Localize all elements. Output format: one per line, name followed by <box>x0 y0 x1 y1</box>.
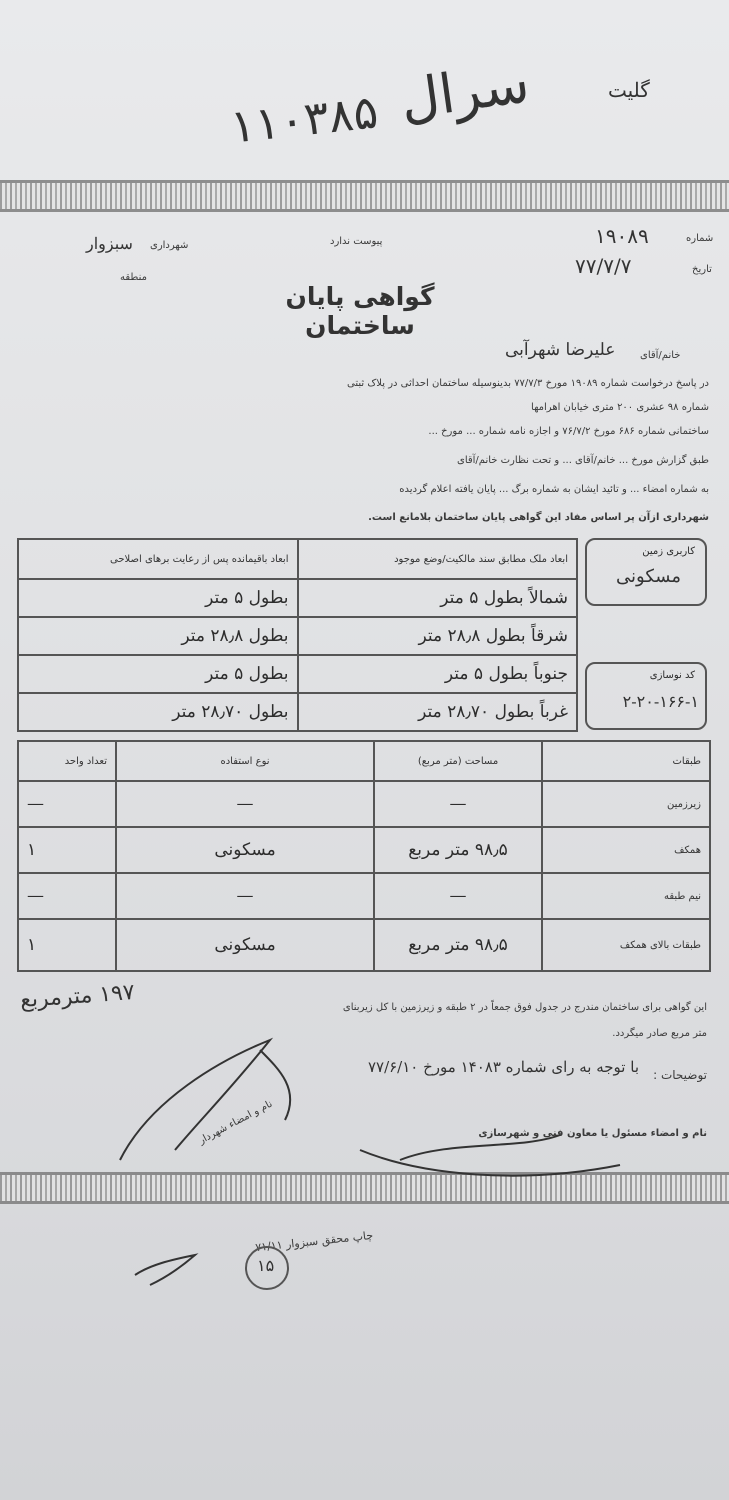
tech-signature-label: نام و امضاء مسئول یا معاون فنی و شهرسازی <box>478 1128 707 1139</box>
table-row <box>18 827 710 873</box>
notes-text: با توجه به رای شماره ۱۴۰۸۳ مورخ ۷۷/۶/۱۰ <box>367 1058 639 1076</box>
floors-table-header <box>18 741 710 781</box>
dims-cell: شمالاً بطول ۵ متر <box>298 579 578 617</box>
dims-cell: بطول ۲۸٫۸ متر <box>18 617 298 655</box>
floor-cell: مسکونی <box>116 827 374 873</box>
dims-cell: شرقاً بطول ۲۸٫۸ متر <box>298 617 578 655</box>
date-label: تاریخ <box>692 264 712 275</box>
body-line-2: شماره ۹۸ عشری ۲۰۰ متری خیابان اهرامها <box>531 402 709 413</box>
floors-table <box>17 740 711 972</box>
top-handwritten-number: ۱۱۰۳۸۵ <box>227 84 381 154</box>
body-line-4: طبق گزارش مورخ ... خانم/آقای ... و تحت نظارت خانم/آقای <box>457 455 709 466</box>
floor-cell: ۱ <box>18 919 116 971</box>
floors-header-units: تعداد واحد <box>18 741 116 781</box>
table-row <box>18 579 577 617</box>
floor-cell: — <box>374 781 542 827</box>
renovation-code-value: ۲-۲۰-۱۶۶-۱ <box>622 692 699 711</box>
top-corner-note: گلیت <box>608 78 650 102</box>
renovation-code-box <box>585 662 707 730</box>
dims-cell: بطول ۲۸٫۷۰ متر <box>18 693 298 731</box>
floor-cell: — <box>116 781 374 827</box>
dims-cell: بطول ۵ متر <box>18 655 298 693</box>
dims-cell: بطول ۵ متر <box>18 579 298 617</box>
top-handwritten-word: سرال <box>396 51 534 132</box>
signature-tech-scribble <box>360 1135 620 1176</box>
district-label: منطقه <box>120 272 147 283</box>
table-row <box>18 781 710 827</box>
addressee-name: علیرضا شهرآبی <box>505 340 616 360</box>
summary-line-1: این گواهی برای ساختمان مندرج در جدول فوق جمعاً در ۲ طبقه و زیرزمین با کل زیربنای <box>342 1002 707 1013</box>
footer-scribble <box>135 1255 195 1285</box>
floor-cell: همکف <box>542 827 710 873</box>
page-title: گواهی پایان ساختمان <box>285 282 435 340</box>
body-line-1: در پاسخ درخواست شماره ۱۹۰۸۹ مورخ ۷۷/۷/۳ بدینوسیله ساختمان احداثی در پلاک ثبتی <box>347 378 709 389</box>
municipality-label: شهرداری <box>150 240 189 251</box>
number-value: ۱۹۰۸۹ <box>595 224 649 248</box>
date-value: ۷۷/۷/۷ <box>575 254 632 278</box>
table-row <box>18 919 710 971</box>
floor-cell: ۱ <box>18 827 116 873</box>
top-border-strip <box>0 180 729 212</box>
floor-cell: زیرزمین <box>542 781 710 827</box>
footer-stamp <box>245 1246 289 1290</box>
dims-header-remaining: ابعاد باقیمانده پس از رعایت برهای اصلاحی <box>18 539 298 579</box>
floor-cell: نیم طبقه <box>542 873 710 919</box>
dimensions-table <box>17 538 578 732</box>
table-row <box>18 873 710 919</box>
mayor-signature-label: نام و امضاء شهردار <box>197 1098 275 1147</box>
footer-stamp-number: ۱۵ <box>257 1256 275 1275</box>
land-use-box <box>585 538 707 606</box>
body-line-5: به شماره امضاء ... و تائید ایشان به شماره برگ ... پایان یافته اعلام گردیده <box>399 484 709 495</box>
table-row <box>18 693 577 731</box>
attachment-label: پیوست ندارد <box>330 236 383 247</box>
municipality-value: سبزوار <box>86 234 133 253</box>
floors-header-use: نوع استفاده <box>116 741 374 781</box>
dims-cell: غرباً بطول ۲۸٫۷۰ متر <box>298 693 578 731</box>
floor-cell: — <box>116 873 374 919</box>
printer-credit: چاپ محقق سبزوار ۷۱/۱۱ <box>254 1228 374 1255</box>
floor-cell: — <box>18 781 116 827</box>
floors-header-area: مساحت (متر مربع) <box>374 741 542 781</box>
floor-cell: — <box>374 873 542 919</box>
table-row <box>18 617 577 655</box>
body-line-6: شهرداری ازآن پر اساس مفاد این گواهی پایان ساختمان بلامانع است. <box>368 512 709 523</box>
summary-line-2: متر مربع صادر میگردد. <box>612 1028 707 1039</box>
number-label: شماره <box>686 233 714 244</box>
renovation-code-label: کد نوسازی <box>649 670 695 681</box>
addressee-label: خانم/آقای <box>640 350 681 361</box>
land-use-label: کاربری زمین <box>642 546 695 557</box>
floor-cell: ۹۸٫۵ متر مربع <box>374 827 542 873</box>
dims-header-existing: ابعاد ملک مطابق سند مالکیت/وضع موجود <box>298 539 578 579</box>
floor-cell: — <box>18 873 116 919</box>
body-line-3: ساختمانی شماره ۶۸۶ مورخ ۷۶/۷/۲ و اجازه نامه شماره ... مورخ ... <box>428 426 709 437</box>
dims-cell: جنوباً بطول ۵ متر <box>298 655 578 693</box>
dimensions-table-header <box>18 539 577 579</box>
floor-cell: ۹۸٫۵ متر مربع <box>374 919 542 971</box>
floors-header-floor: طبقات <box>542 741 710 781</box>
floor-cell: مسکونی <box>116 919 374 971</box>
summary-total: ۱۹۷ مترمربع <box>19 980 136 1013</box>
notes-label: توضیحات : <box>653 1068 707 1082</box>
bottom-border-strip <box>0 1172 729 1204</box>
table-row <box>18 655 577 693</box>
land-use-value: مسکونی <box>616 566 681 587</box>
floor-cell: طبقات بالای همکف <box>542 919 710 971</box>
